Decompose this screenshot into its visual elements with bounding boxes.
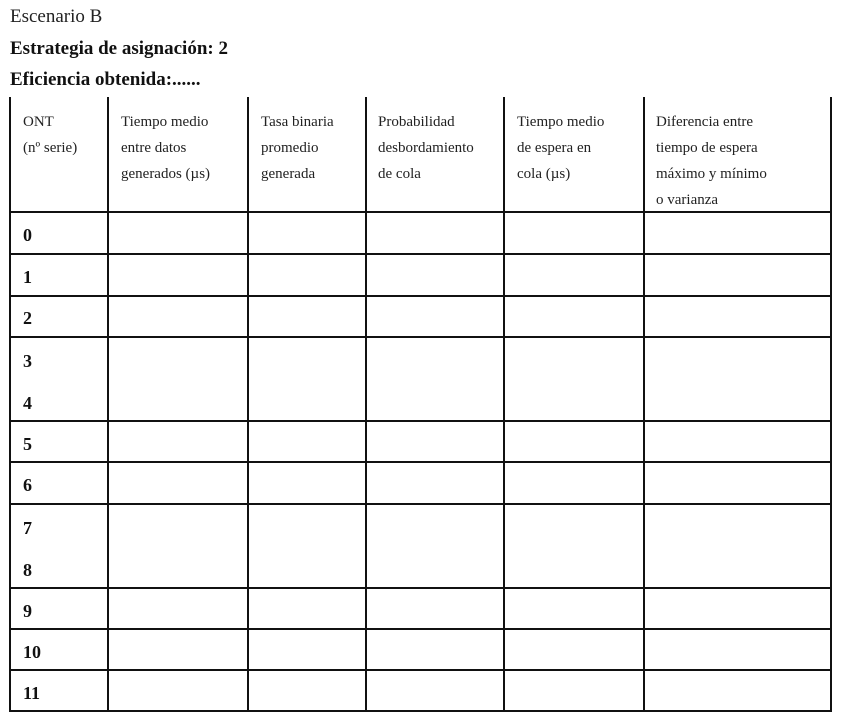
ont-label: 8 (23, 560, 32, 580)
header-tiempo-espera (517, 109, 604, 187)
header-line: (nº serie) (23, 140, 78, 156)
header-line: tiempo de espera (656, 140, 758, 156)
header-line: generada (261, 166, 316, 182)
row-divider (11, 253, 830, 255)
header-line: o varianza (656, 192, 719, 208)
header-line: generados (µs) (121, 166, 211, 182)
ont-label: 2 (23, 308, 32, 328)
ont-label: 4 (23, 393, 32, 413)
efficiency-heading: Eficiencia obtenida:...... (10, 69, 201, 90)
header-tasa-binaria (261, 109, 334, 187)
header-line: Tiempo medio (121, 114, 209, 130)
row-divider (11, 336, 830, 338)
ont-label: 3 (23, 351, 32, 371)
row-divider (11, 587, 830, 589)
ont-label: 6 (23, 475, 32, 495)
ont-label: 5 (23, 434, 32, 454)
header-line: ONT (23, 114, 54, 130)
header-ont (23, 109, 77, 161)
header-line: Tasa binaria (261, 114, 334, 130)
header-line: Probabilidad (378, 114, 455, 130)
header-line: promedio (261, 140, 319, 156)
header-line: entre datos (121, 140, 187, 156)
strategy-heading: Estrategia de asignación: 2 (10, 38, 228, 59)
ont-label: 10 (23, 642, 41, 662)
header-line: máximo y mínimo (656, 166, 767, 182)
header-probabilidad (378, 109, 474, 187)
column-divider (365, 97, 367, 710)
header-line: Tiempo medio (517, 114, 605, 130)
column-divider (107, 97, 109, 710)
results-table (9, 97, 832, 712)
column-divider (247, 97, 249, 710)
row-divider (11, 628, 830, 630)
row-divider (11, 503, 830, 505)
header-line: de espera en (517, 140, 592, 156)
header-diferencia (656, 109, 767, 213)
ont-label: 7 (23, 518, 32, 538)
row-divider (11, 295, 830, 297)
column-divider (503, 97, 505, 710)
row-divider (11, 461, 830, 463)
header-tiempo-medio-datos (121, 109, 210, 187)
column-divider (643, 97, 645, 710)
scenario-heading: Escenario B (10, 6, 103, 27)
header-line: Diferencia entre (656, 114, 754, 130)
header-line: desbordamiento (378, 140, 474, 156)
header-line: de cola (378, 166, 421, 182)
ont-label: 11 (23, 683, 41, 703)
ont-label: 9 (23, 601, 32, 621)
ont-label: 1 (23, 267, 32, 287)
row-divider (11, 420, 830, 422)
ont-label: 0 (23, 225, 32, 245)
header-line: cola (µs) (517, 166, 571, 182)
row-divider (11, 669, 830, 671)
